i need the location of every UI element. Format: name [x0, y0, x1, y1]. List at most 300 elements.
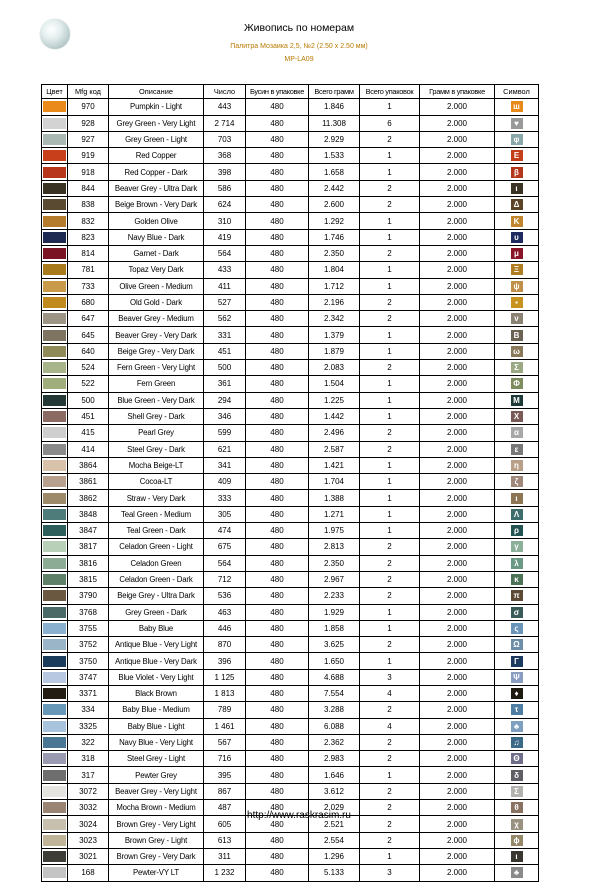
total-grams-cell: 2.442 [309, 180, 360, 196]
mfg-code-cell: 781 [68, 262, 109, 278]
symbol-badge: σ [511, 607, 523, 618]
grams-per-pack-cell: 2.000 [420, 408, 495, 424]
grams-per-pack-cell: 2.000 [420, 441, 495, 457]
beads-per-pack-cell: 480 [246, 197, 309, 213]
mfg-code-cell: 3021 [68, 848, 109, 864]
mfg-code-cell: 3790 [68, 588, 109, 604]
grams-per-pack-cell: 2.000 [420, 343, 495, 359]
color-swatch-cell [42, 343, 68, 359]
beads-per-pack-cell: 480 [246, 294, 309, 310]
table-row [42, 327, 539, 343]
table-row [42, 99, 539, 115]
symbol-badge: ♣ [511, 867, 523, 878]
symbol-badge: γ [511, 541, 523, 552]
count-cell: 446 [204, 620, 246, 636]
table-row [42, 620, 539, 636]
count-cell: 411 [204, 278, 246, 294]
symbol-badge: Δ [511, 199, 523, 210]
symbol-badge: Γ [511, 656, 523, 667]
symbol-cell [495, 734, 539, 750]
grams-per-pack-cell: 2.000 [420, 197, 495, 213]
total-grams-cell: 1.442 [309, 408, 360, 424]
page-title: Живопись по номерам [243, 22, 355, 34]
symbol-cell [495, 539, 539, 555]
color-swatch [43, 770, 66, 781]
mfg-code-cell: 970 [68, 99, 109, 115]
mfg-code-cell: 3768 [68, 604, 109, 620]
total-grams-cell: 1.421 [309, 457, 360, 473]
symbol-cell [495, 392, 539, 408]
description-cell: Garnet - Dark [109, 245, 204, 261]
column-header-count: Число [204, 85, 246, 99]
beads-per-pack-cell: 480 [246, 376, 309, 392]
symbol-badge: ϕ [511, 835, 523, 846]
total-grams-cell: 1.712 [309, 278, 360, 294]
count-cell: 564 [204, 245, 246, 261]
color-swatch-cell [42, 767, 68, 783]
color-swatch [43, 297, 66, 308]
grams-per-pack-cell: 2.000 [420, 164, 495, 180]
mfg-code-cell: 640 [68, 343, 109, 359]
mfg-code-cell: 168 [68, 865, 109, 881]
color-swatch [43, 216, 66, 227]
count-cell: 1 461 [204, 718, 246, 734]
total-grams-cell: 1.804 [309, 262, 360, 278]
total-packs-cell: 1 [360, 229, 420, 245]
mfg-code-cell: 3862 [68, 490, 109, 506]
mfg-code-cell: 3023 [68, 832, 109, 848]
mfg-code-cell: 3371 [68, 685, 109, 701]
mfg-code-cell: 3024 [68, 816, 109, 832]
color-swatch [43, 444, 66, 455]
description-cell: Antique Blue - Very Light [109, 637, 204, 653]
count-cell: 500 [204, 360, 246, 376]
mfg-code-cell: 918 [68, 164, 109, 180]
color-swatch-cell [42, 294, 68, 310]
count-cell: 433 [204, 262, 246, 278]
count-cell: 443 [204, 99, 246, 115]
grams-per-pack-cell: 2.000 [420, 523, 495, 539]
beads-per-pack-cell: 480 [246, 327, 309, 343]
symbol-badge: α [511, 427, 523, 438]
total-packs-cell: 1 [360, 262, 420, 278]
color-swatch [43, 199, 66, 210]
color-swatch [43, 558, 66, 569]
grams-per-pack-cell: 2.000 [420, 180, 495, 196]
total-packs-cell: 1 [360, 848, 420, 864]
description-cell: Olive Green - Medium [109, 278, 204, 294]
description-cell: Red Copper [109, 148, 204, 164]
description-cell: Grey Green - Light [109, 131, 204, 147]
beads-per-pack-cell: 480 [246, 180, 309, 196]
symbol-cell [495, 197, 539, 213]
total-grams-cell: 1.646 [309, 767, 360, 783]
table-row [42, 164, 539, 180]
footer-url[interactable]: http://www.raskrasim.ru [247, 810, 351, 821]
mfg-code-cell: 3032 [68, 800, 109, 816]
beads-per-pack-cell: 480 [246, 588, 309, 604]
mfg-code-cell: 733 [68, 278, 109, 294]
color-swatch-cell [42, 425, 68, 441]
beads-per-pack-cell: 480 [246, 653, 309, 669]
table-row [42, 653, 539, 669]
total-packs-cell: 1 [360, 392, 420, 408]
total-grams-cell: 2.350 [309, 245, 360, 261]
beads-per-pack-cell: 480 [246, 718, 309, 734]
column-header-total-packs: Всего упаковок [360, 85, 420, 99]
total-packs-cell: 2 [360, 360, 420, 376]
beads-per-pack-cell: 480 [246, 425, 309, 441]
grams-per-pack-cell: 2.000 [420, 604, 495, 620]
description-cell: Beaver Grey - Ultra Dark [109, 180, 204, 196]
grams-per-pack-cell: 2.000 [420, 99, 495, 115]
total-packs-cell: 1 [360, 343, 420, 359]
symbol-badge: θ [511, 802, 523, 813]
total-grams-cell: 11.308 [309, 115, 360, 131]
total-grams-cell: 2.350 [309, 555, 360, 571]
total-grams-cell: 2.496 [309, 425, 360, 441]
table-row [42, 734, 539, 750]
color-swatch-cell [42, 311, 68, 327]
grams-per-pack-cell: 2.000 [420, 327, 495, 343]
symbol-badge: ε [511, 444, 523, 455]
symbol-badge: Ψ [511, 672, 523, 683]
description-cell: Cocoa-LT [109, 474, 204, 490]
color-swatch [43, 150, 66, 161]
mfg-code-cell: 451 [68, 408, 109, 424]
table-row [42, 555, 539, 571]
color-swatch [43, 232, 66, 243]
grams-per-pack-cell: 2.000 [420, 474, 495, 490]
color-swatch [43, 704, 66, 715]
symbol-cell [495, 767, 539, 783]
total-packs-cell: 1 [360, 620, 420, 636]
symbol-cell [495, 637, 539, 653]
total-packs-cell: 2 [360, 197, 420, 213]
color-swatch-cell [42, 99, 68, 115]
beads-per-pack-cell: 480 [246, 767, 309, 783]
total-packs-cell: 1 [360, 99, 420, 115]
symbol-cell [495, 311, 539, 327]
table-row [42, 767, 539, 783]
total-grams-cell: 2.983 [309, 751, 360, 767]
symbol-badge: Ω [511, 639, 523, 650]
description-cell: Teal Green - Dark [109, 523, 204, 539]
beads-per-pack-cell: 480 [246, 131, 309, 147]
count-cell: 712 [204, 571, 246, 587]
color-swatch [43, 476, 66, 487]
symbol-badge: Φ [511, 378, 523, 389]
grams-per-pack-cell: 2.000 [420, 311, 495, 327]
symbol-cell [495, 865, 539, 881]
total-packs-cell: 2 [360, 734, 420, 750]
total-packs-cell: 1 [360, 457, 420, 473]
grams-per-pack-cell: 2.000 [420, 800, 495, 816]
beads-per-pack-cell: 480 [246, 702, 309, 718]
mfg-code-cell: 3848 [68, 506, 109, 522]
beads-per-pack-cell: 480 [246, 229, 309, 245]
symbol-cell [495, 474, 539, 490]
symbol-badge: ω [511, 346, 523, 357]
total-packs-cell: 2 [360, 832, 420, 848]
color-swatch-cell [42, 620, 68, 636]
beads-per-pack-cell: 480 [246, 800, 309, 816]
mfg-code-cell: 522 [68, 376, 109, 392]
color-swatch-cell [42, 474, 68, 490]
grams-per-pack-cell: 2.000 [420, 816, 495, 832]
total-grams-cell: 2.967 [309, 571, 360, 587]
total-packs-cell: 1 [360, 408, 420, 424]
table-row [42, 197, 539, 213]
color-swatch-cell [42, 164, 68, 180]
color-swatch [43, 688, 66, 699]
color-swatch [43, 248, 66, 259]
mfg-code-cell: 322 [68, 734, 109, 750]
beads-per-pack-cell: 480 [246, 99, 309, 115]
color-swatch [43, 786, 66, 797]
symbol-badge: ρ [511, 525, 523, 536]
beads-per-pack-cell: 480 [246, 604, 309, 620]
total-grams-cell: 2.587 [309, 441, 360, 457]
beads-per-pack-cell: 480 [246, 620, 309, 636]
color-swatch [43, 118, 66, 129]
count-cell: 395 [204, 767, 246, 783]
grams-per-pack-cell: 2.000 [420, 213, 495, 229]
total-packs-cell: 2 [360, 783, 420, 799]
description-cell: Steel Grey - Dark [109, 441, 204, 457]
symbol-cell [495, 115, 539, 131]
total-packs-cell: 2 [360, 425, 420, 441]
color-swatch [43, 721, 66, 732]
total-packs-cell: 1 [360, 653, 420, 669]
beads-per-pack-cell: 480 [246, 669, 309, 685]
grams-per-pack-cell: 2.000 [420, 229, 495, 245]
beads-per-pack-cell: 480 [246, 506, 309, 522]
count-cell: 1 232 [204, 865, 246, 881]
mfg-code-cell: 318 [68, 751, 109, 767]
description-cell: Baby Blue [109, 620, 204, 636]
description-cell: Topaz Very Dark [109, 262, 204, 278]
table-row [42, 392, 539, 408]
color-swatch-cell [42, 653, 68, 669]
beads-per-pack-cell: 480 [246, 555, 309, 571]
total-grams-cell: 1.746 [309, 229, 360, 245]
symbol-badge: Μ [511, 395, 523, 406]
symbol-badge: ι [511, 851, 523, 862]
color-swatch [43, 672, 66, 683]
mfg-code-cell: 3072 [68, 783, 109, 799]
table-row [42, 425, 539, 441]
column-header-symbol: Символ [495, 85, 539, 99]
table-row [42, 523, 539, 539]
symbol-badge: ζ [511, 476, 523, 487]
total-grams-cell: 2.929 [309, 131, 360, 147]
symbol-cell [495, 685, 539, 701]
beads-per-pack-cell: 480 [246, 848, 309, 864]
table-row [42, 376, 539, 392]
count-cell: 2 714 [204, 115, 246, 131]
symbol-badge: ς [511, 623, 523, 634]
mfg-code-cell: 645 [68, 327, 109, 343]
count-cell: 463 [204, 604, 246, 620]
color-swatch-cell [42, 604, 68, 620]
grams-per-pack-cell: 2.000 [420, 392, 495, 408]
grams-per-pack-cell: 2.000 [420, 131, 495, 147]
count-cell: 305 [204, 506, 246, 522]
symbol-badge: β [511, 167, 523, 178]
table-row [42, 278, 539, 294]
symbol-cell [495, 588, 539, 604]
symbol-badge: υ [511, 232, 523, 243]
beads-per-pack-cell: 480 [246, 637, 309, 653]
table-row [42, 131, 539, 147]
total-packs-cell: 2 [360, 751, 420, 767]
count-cell: 419 [204, 229, 246, 245]
grams-per-pack-cell: 2.000 [420, 148, 495, 164]
color-swatch-cell [42, 685, 68, 701]
symbol-cell [495, 262, 539, 278]
color-swatch-cell [42, 588, 68, 604]
symbol-cell [495, 441, 539, 457]
color-swatch-cell [42, 751, 68, 767]
total-grams-cell: 2.029 [309, 800, 360, 816]
total-grams-cell: 1.879 [309, 343, 360, 359]
description-cell: Beaver Grey - Very Dark [109, 327, 204, 343]
description-cell: Celadon Green - Dark [109, 571, 204, 587]
symbol-cell [495, 131, 539, 147]
symbol-cell [495, 604, 539, 620]
grams-per-pack-cell: 2.000 [420, 278, 495, 294]
symbol-badge: τ [511, 704, 523, 715]
total-grams-cell: 3.625 [309, 637, 360, 653]
description-cell: Mocha Beige-LT [109, 457, 204, 473]
palette-code: MP-LA09 [284, 56, 314, 63]
table-row [42, 490, 539, 506]
grams-per-pack-cell: 2.000 [420, 571, 495, 587]
count-cell: 487 [204, 800, 246, 816]
mfg-code-cell: 3817 [68, 539, 109, 555]
beads-per-pack-cell: 480 [246, 148, 309, 164]
total-grams-cell: 1.858 [309, 620, 360, 636]
color-swatch [43, 167, 66, 178]
total-packs-cell: 2 [360, 588, 420, 604]
color-swatch-cell [42, 180, 68, 196]
color-swatch [43, 378, 66, 389]
symbol-badge: Σ [511, 786, 523, 797]
table-row [42, 408, 539, 424]
color-swatch [43, 509, 66, 520]
total-grams-cell: 1.296 [309, 848, 360, 864]
mfg-code-cell: 647 [68, 311, 109, 327]
description-cell: Celadon Green [109, 555, 204, 571]
total-grams-cell: 1.388 [309, 490, 360, 506]
color-swatch [43, 183, 66, 194]
color-swatch-cell [42, 734, 68, 750]
count-cell: 396 [204, 653, 246, 669]
color-swatch-cell [42, 832, 68, 848]
total-packs-cell: 2 [360, 245, 420, 261]
color-swatch-cell [42, 278, 68, 294]
beads-per-pack-cell: 480 [246, 832, 309, 848]
count-cell: 331 [204, 327, 246, 343]
color-swatch [43, 541, 66, 552]
symbol-cell [495, 490, 539, 506]
table-row [42, 571, 539, 587]
color-swatch [43, 264, 66, 275]
grams-per-pack-cell: 2.000 [420, 490, 495, 506]
total-grams-cell: 7.554 [309, 685, 360, 701]
column-header-code: Mfg код [68, 85, 109, 99]
grams-per-pack-cell: 2.000 [420, 783, 495, 799]
symbol-cell [495, 571, 539, 587]
table-row [42, 229, 539, 245]
total-grams-cell: 1.533 [309, 148, 360, 164]
mfg-code-cell: 334 [68, 702, 109, 718]
grams-per-pack-cell: 2.000 [420, 653, 495, 669]
mfg-code-cell: 928 [68, 115, 109, 131]
color-swatch [43, 346, 66, 357]
symbol-cell [495, 718, 539, 734]
table-row [42, 702, 539, 718]
table-row [42, 539, 539, 555]
beads-per-pack-cell: 480 [246, 539, 309, 555]
total-packs-cell: 1 [360, 604, 420, 620]
table-row [42, 506, 539, 522]
grams-per-pack-cell: 2.000 [420, 506, 495, 522]
grams-per-pack-cell: 2.000 [420, 294, 495, 310]
color-swatch-cell [42, 669, 68, 685]
beads-per-pack-cell: 480 [246, 262, 309, 278]
beads-per-pack-cell: 480 [246, 816, 309, 832]
symbol-cell [495, 376, 539, 392]
grams-per-pack-cell: 2.000 [420, 669, 495, 685]
color-swatch [43, 101, 66, 112]
total-grams-cell: 1.225 [309, 392, 360, 408]
table-row [42, 180, 539, 196]
column-header-per-pack: Бусин в упаковке [246, 85, 309, 99]
symbol-badge: Ε [511, 150, 523, 161]
count-cell: 613 [204, 832, 246, 848]
description-cell: Beige Brown - Very Dark [109, 197, 204, 213]
beads-per-pack-cell: 480 [246, 245, 309, 261]
color-swatch-cell [42, 539, 68, 555]
mfg-code-cell: 3847 [68, 523, 109, 539]
mfg-code-cell: 3815 [68, 571, 109, 587]
mfg-code-cell: 3750 [68, 653, 109, 669]
color-swatch-cell [42, 392, 68, 408]
grams-per-pack-cell: 2.000 [420, 555, 495, 571]
mfg-code-cell: 414 [68, 441, 109, 457]
grams-per-pack-cell: 2.000 [420, 637, 495, 653]
table-row [42, 294, 539, 310]
total-grams-cell: 2.813 [309, 539, 360, 555]
palette-subtitle: Палитра Мозаика 2,5, №2 (2.50 x 2.50 мм) [230, 43, 368, 50]
beads-per-pack-cell: 480 [246, 164, 309, 180]
total-grams-cell: 1.658 [309, 164, 360, 180]
total-packs-cell: 6 [360, 115, 420, 131]
count-cell: 624 [204, 197, 246, 213]
symbol-cell [495, 213, 539, 229]
description-cell: Beige Grey - Ultra Dark [109, 588, 204, 604]
description-cell: Beige Grey - Very Dark [109, 343, 204, 359]
grams-per-pack-cell: 2.000 [420, 751, 495, 767]
total-packs-cell: 4 [360, 718, 420, 734]
color-swatch-cell [42, 360, 68, 376]
description-cell: Baby Blue - Medium [109, 702, 204, 718]
beads-per-pack-cell: 480 [246, 751, 309, 767]
total-grams-cell: 2.554 [309, 832, 360, 848]
color-swatch-cell [42, 229, 68, 245]
